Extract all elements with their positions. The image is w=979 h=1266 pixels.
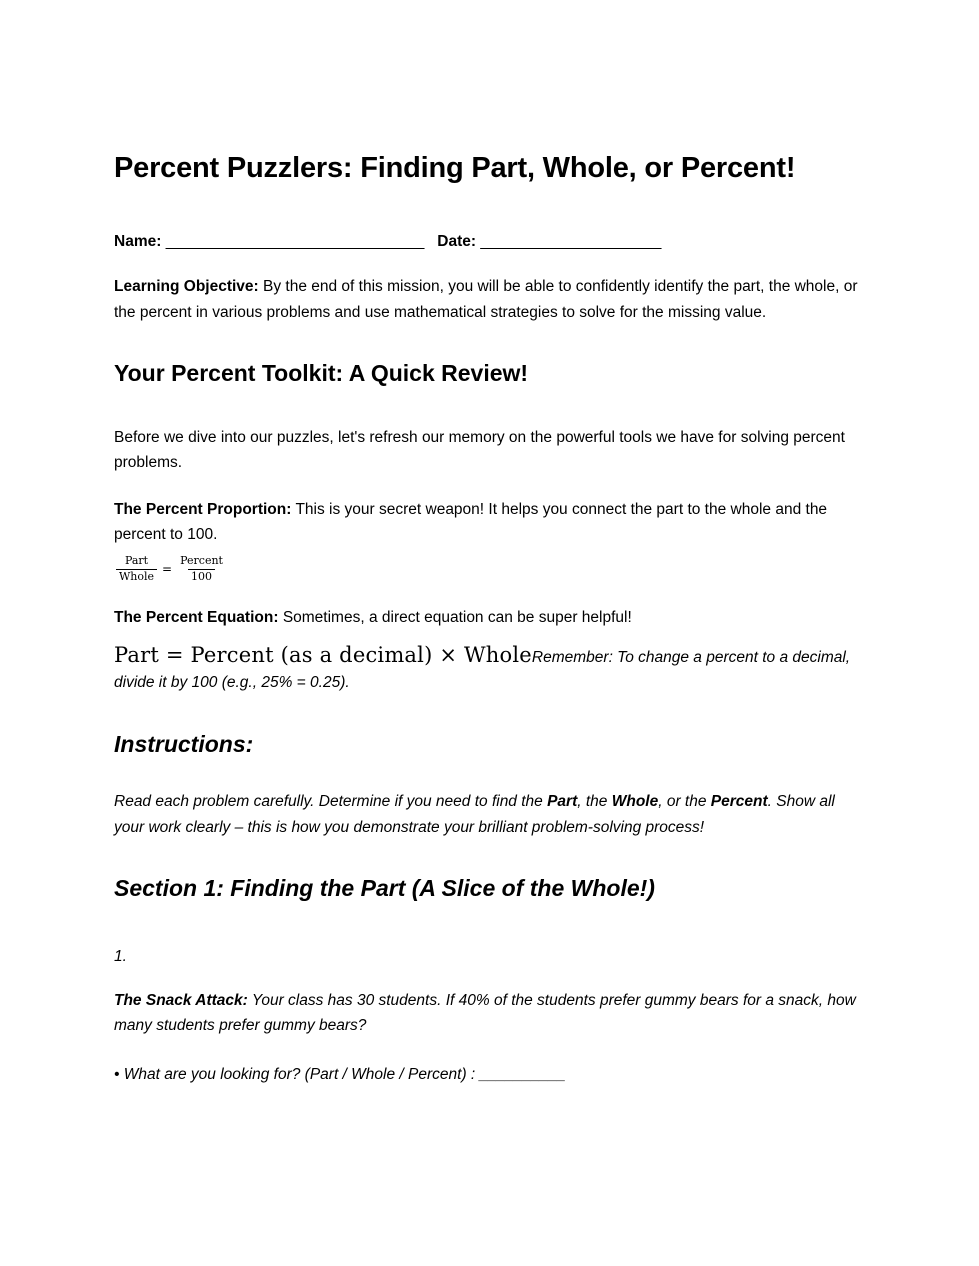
instructions-bold-whole: Whole [611,793,659,811]
problem-number: 1. [114,947,127,965]
percent-equation-formula-row [114,644,866,695]
percent-proportion-formula [116,555,866,583]
fraction-percent-over-100 [177,555,226,583]
percent-equation-note: Remember: To change a percent to a decimal, divide it by 100 (e.g., 25% = 0.25). [114,649,851,692]
problem-1 [114,988,866,1038]
fraction-denominator-whole: Whole [116,569,157,584]
fraction-equals-sign: = [162,562,173,577]
instructions-text [114,789,866,839]
percent-equation-formula: Part = Percent (as a decimal) × Whole [114,643,532,668]
date-blank[interactable]: _____________________ [480,233,662,251]
percent-equation-text: Sometimes, a direct equation can be super helpful! [282,609,632,627]
problem-1-title: The Snack Attack: [114,991,248,1009]
document-content [114,150,866,1087]
percent-equation-paragraph [114,605,866,630]
percent-equation-label: The Percent Equation: [114,609,279,627]
learning-objective-label: Learning Objective: [114,278,259,296]
fraction-numerator-part: Part [124,553,149,567]
toolkit-heading: Your Percent Toolkit: A Quick Review! [114,359,529,386]
instructions-text-part1: Read each problem carefully. Determine if you need to find the [114,793,548,811]
fraction-numerator-percent: Percent [180,553,223,567]
page-title: Percent Puzzlers: Finding Part, Whole, or Percent! [114,152,796,184]
instructions-bold-percent: Percent [710,793,768,811]
section1-heading: Section 1: Finding the Part (A Slice of the Whole!) [114,874,655,901]
learning-objective [114,274,866,324]
toolkit-intro: Before we dive into our puzzles, let's refresh our memory on the powerful tools we have for solving percent problems. [114,428,845,471]
learning-objective-text: By the end of this mission, you will be able to confidently identify the part, the whole, or the percent in various problems and use mathematical strategies to solve for the missing value. [114,278,858,321]
percent-proportion-paragraph [114,497,866,547]
instructions-bold-part: Part [547,793,578,811]
instructions-heading: Instructions: [114,730,254,757]
spacer [114,389,866,403]
instructions-text-part4: . Show all your work clearly – this is how you demonstrate your brilliant problem-solving process! [114,793,835,836]
name-date-row [114,232,866,252]
percent-proportion-label: The Percent Proportion: [114,500,292,518]
percent-proportion-text: This is your secret weapon! It helps you connect the part to the whole and the percent to 100. [114,500,828,543]
fraction-denominator-100: 100 [188,569,215,584]
problem-1-text: Your class has 30 students. If 40% of the students prefer gummy bears for a snack, how many students prefer gummy bears? [114,991,856,1034]
instructions-text-part3: , or the [658,793,711,811]
instructions-text-part2: , the [577,793,612,811]
date-label: Date: [437,233,477,251]
name-label: Name: [114,233,162,251]
problem-1-prompt[interactable]: • What are you looking for? (Part / Whole / Percent) : __________ [114,1065,566,1083]
name-blank[interactable]: ______________________________ [165,233,425,251]
fraction-part-over-whole [116,555,157,583]
